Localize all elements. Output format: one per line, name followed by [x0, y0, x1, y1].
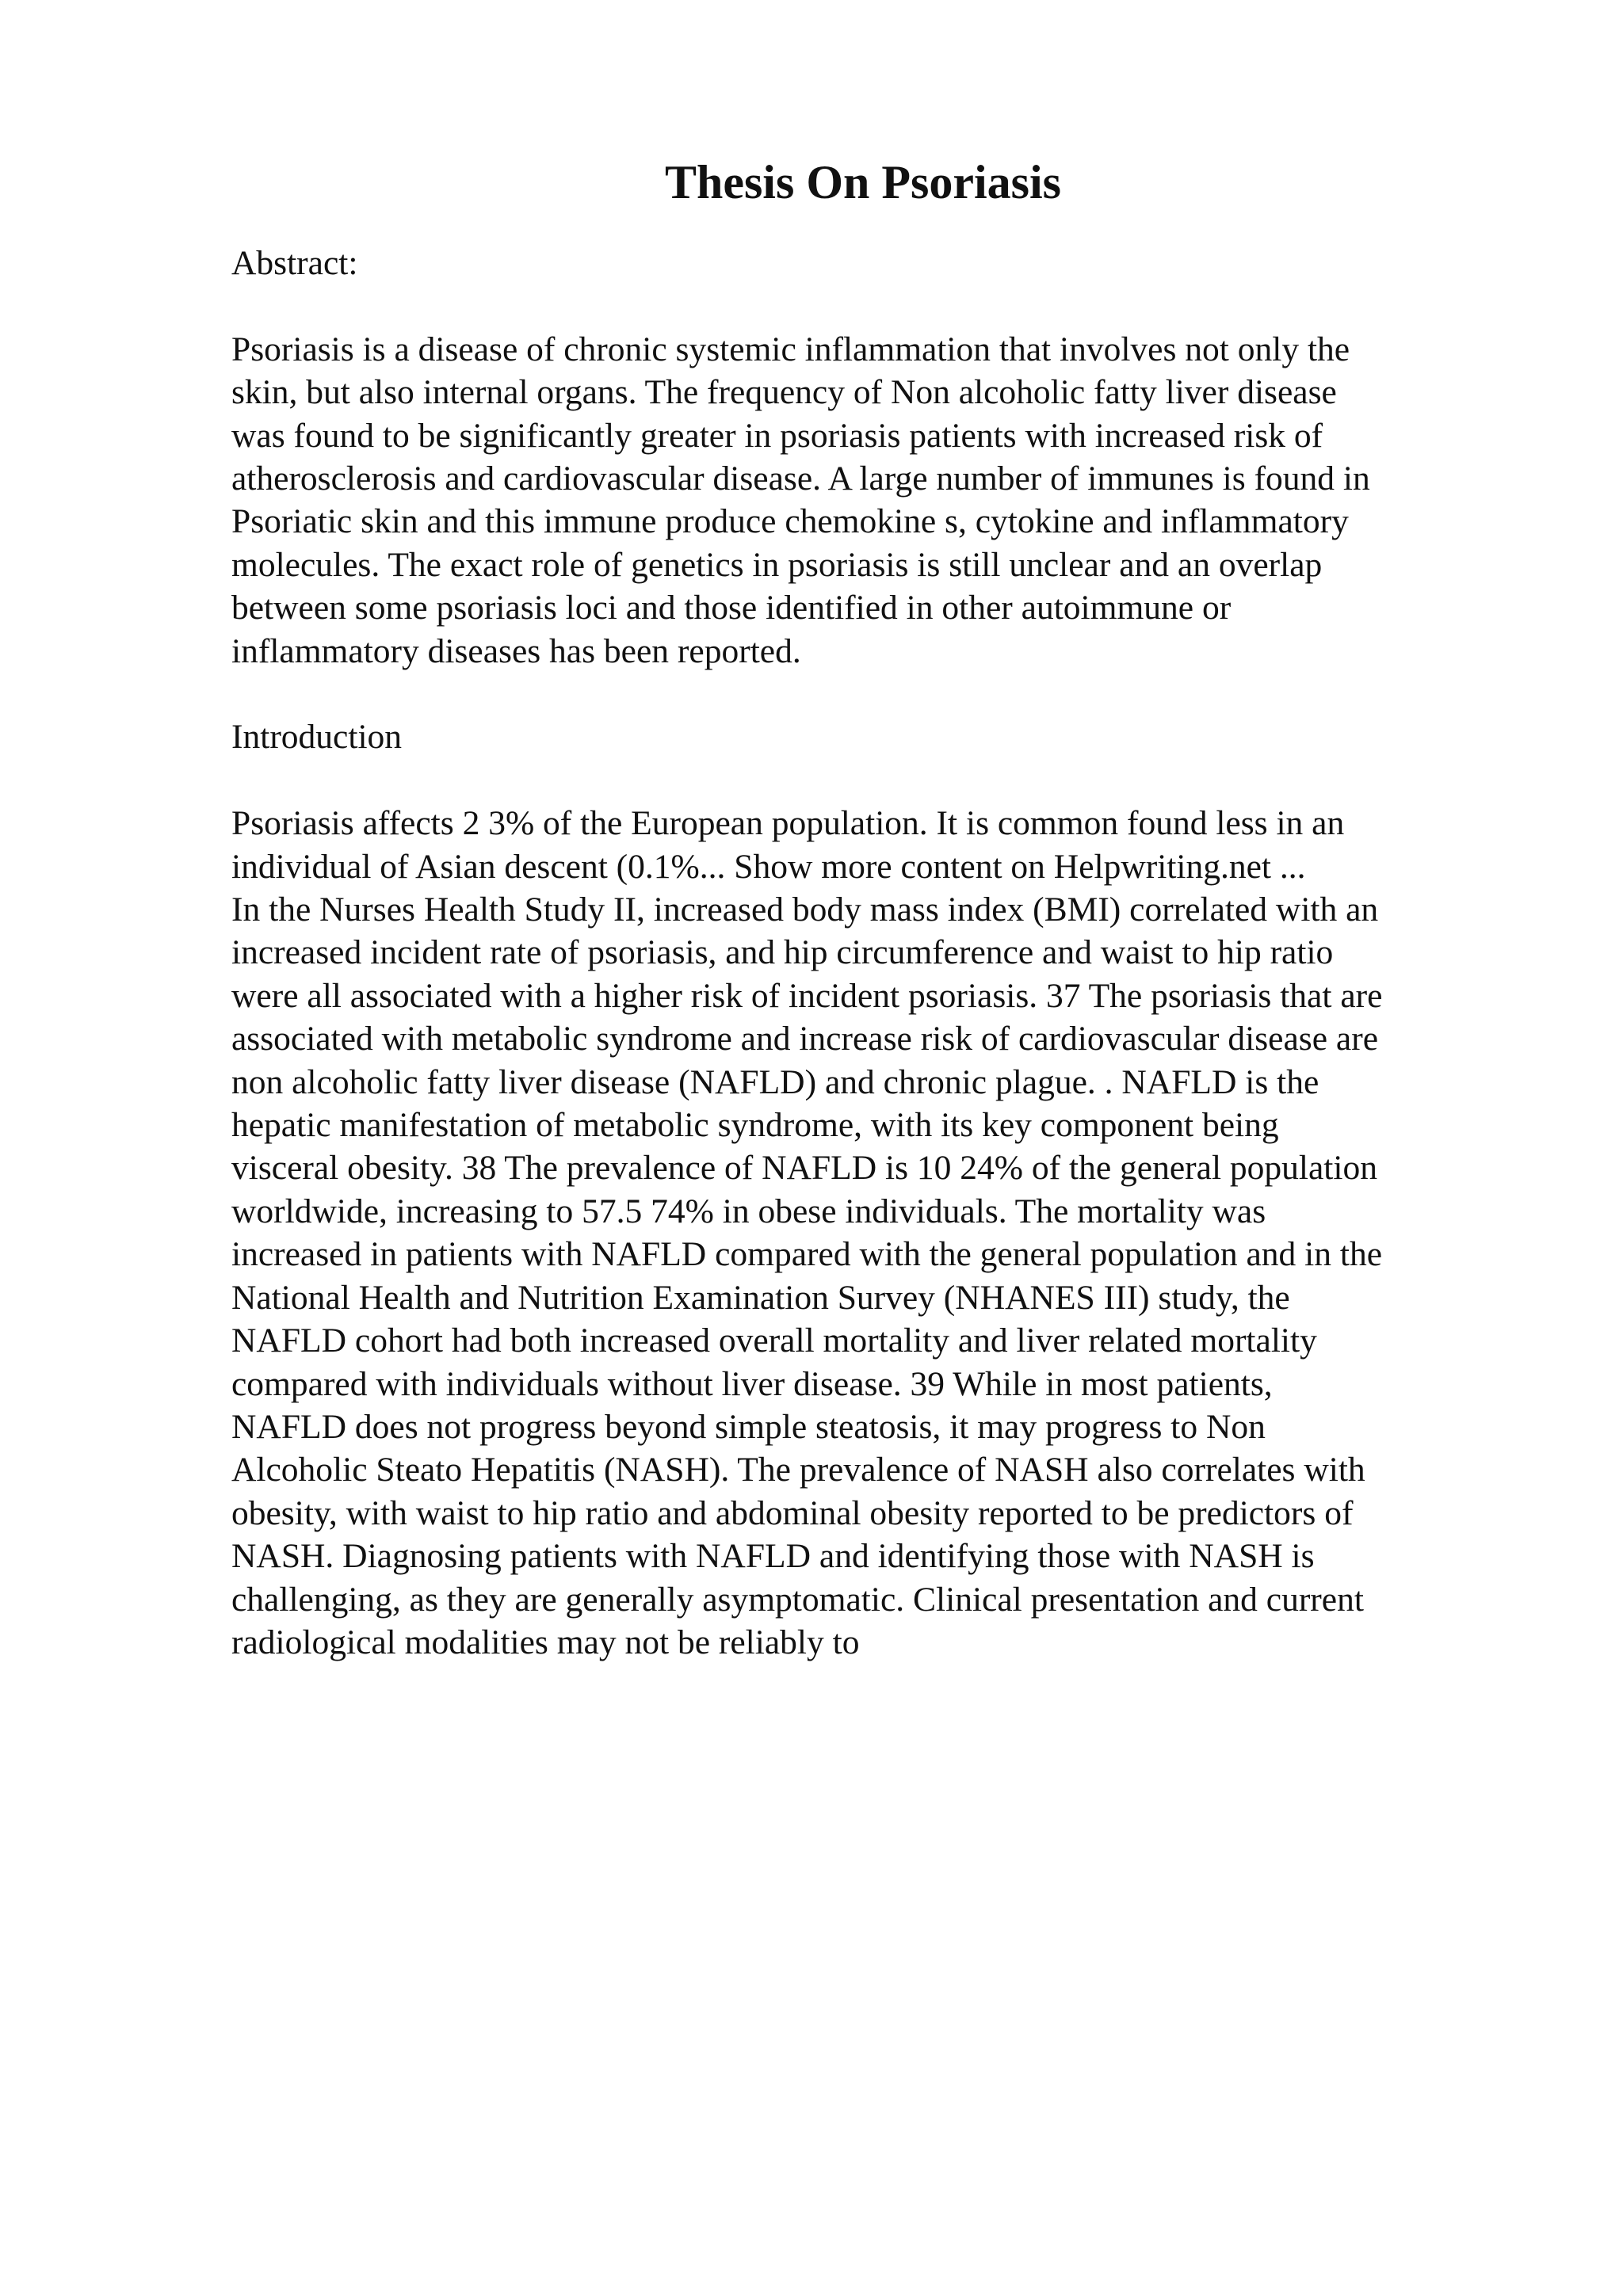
- paragraph-spacer: [231, 673, 1499, 715]
- abstract-line: inflammatory diseases has been reported.: [231, 631, 801, 670]
- paragraph-spacer: [231, 284, 1499, 327]
- introduction-line: were all associated with a higher risk of incident psoriasis. 37 The psoriasis that are: [231, 976, 1383, 1015]
- introduction-line: NAFLD does not progress beyond simple steatosis, it may progress to Non: [231, 1407, 1266, 1446]
- abstract-line: molecules. The exact role of genetics in psoriasis is still unclear and an overlap: [231, 545, 1323, 584]
- introduction-line: visceral obesity. 38 The prevalence of NAFLD is 10 24% of the general population: [231, 1149, 1377, 1188]
- introduction-line: individual of Asian descent (0.1%... Show more content on Helpwriting.net ...: [231, 847, 1306, 886]
- introduction-paragraph: [231, 802, 1499, 1664]
- introduction-line: increased in patients with NAFLD compared with the general population and in the: [231, 1235, 1383, 1274]
- introduction-line: obesity, with waist to hip ratio and abdominal obesity reported to be predictors of: [231, 1493, 1354, 1532]
- introduction-heading: Introduction: [231, 718, 403, 757]
- paragraph-spacer: [231, 759, 1499, 802]
- introduction-line: In the Nurses Health Study II, increased body mass index (BMI) correlated with an: [231, 891, 1379, 929]
- introduction-line: NAFLD cohort had both increased overall mortality and liver related mortality: [231, 1322, 1317, 1360]
- document-title: Thesis On Psoriasis: [664, 156, 1062, 208]
- abstract-line: Psoriatic skin and this immune produce chemokine s, cytokine and inflammatory: [231, 502, 1349, 541]
- abstract-line: between some psoriasis loci and those identified in other autoimmune or: [231, 589, 1232, 627]
- introduction-line: increased incident rate of psoriasis, and hip circumference and waist to hip ratio: [231, 933, 1334, 972]
- introduction-line: worldwide, increasing to 57.5 74% in obese individuals. The mortality was: [231, 1192, 1266, 1230]
- introduction-line: associated with metabolic syndrome and increase risk of cardiovascular disease are: [231, 1020, 1379, 1058]
- introduction-line: radiological modalities may not be reliably to: [231, 1623, 860, 1661]
- abstract-heading: Abstract:: [231, 244, 358, 282]
- introduction-line: Psoriasis affects 2 3% of the European population. It is common found less in an: [231, 804, 1345, 843]
- introduction-line: hepatic manifestation of metabolic syndrome, with its key component being: [231, 1106, 1279, 1145]
- abstract-paragraph: [231, 328, 1499, 673]
- introduction-line: non alcoholic fatty liver disease (NAFLD) and chronic plague. . NAFLD is the: [231, 1062, 1319, 1101]
- introduction-line: NASH. Diagnosing patients with NAFLD and identifying those with NASH is: [231, 1537, 1315, 1576]
- introduction-line: challenging, as they are generally asymptomatic. Clinical presentation and current: [231, 1580, 1364, 1619]
- introduction-line: Alcoholic Steato Hepatitis (NASH). The prevalence of NASH also correlates with: [231, 1451, 1365, 1489]
- introduction-line: compared with individuals without liver disease. 39 While in most patients,: [231, 1364, 1273, 1403]
- document-body: [231, 242, 1499, 1664]
- introduction-line: National Health and Nutrition Examination Survey (NHANES III) study, the: [231, 1278, 1290, 1317]
- abstract-line: was found to be significantly greater in psoriasis patients with increased risk of: [231, 416, 1323, 455]
- abstract-line: Psoriasis is a disease of chronic systemic inflammation that involves not only the: [231, 330, 1350, 368]
- abstract-line: atherosclerosis and cardiovascular disease. A large number of immunes is found in: [231, 460, 1370, 498]
- abstract-line: skin, but also internal organs. The frequency of Non alcoholic fatty liver disease: [231, 373, 1337, 412]
